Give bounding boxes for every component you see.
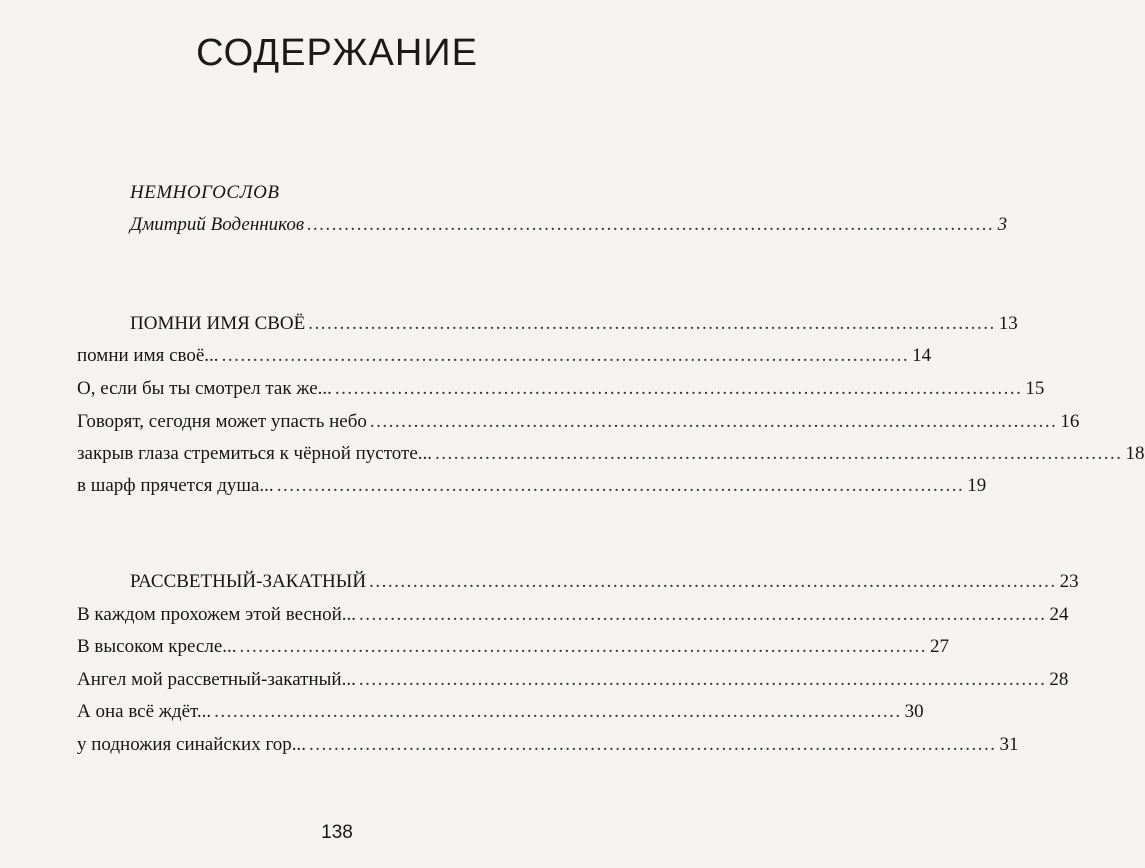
toc-entry-page: 28 xyxy=(1049,669,1069,690)
toc-entry[interactable] xyxy=(77,635,950,659)
toc-entry[interactable] xyxy=(77,700,924,724)
dot-leader: .............................................................................................................. xyxy=(369,411,1058,432)
toc-entry-page: 19 xyxy=(967,475,987,496)
toc-entry-page: 30 xyxy=(904,701,924,722)
toc-entry-page: 16 xyxy=(1060,411,1080,432)
dot-leader: .............................................................................................................. xyxy=(214,701,902,722)
toc-entry-page: 24 xyxy=(1049,604,1069,625)
dot-leader: .............................................................................................................. xyxy=(334,378,1023,399)
page-title: СОДЕРЖАНИЕ xyxy=(196,32,478,74)
preface-section-title: НЕМНОГОСЛОВ xyxy=(130,182,280,203)
toc-entry-page: 15 xyxy=(1025,378,1045,399)
toc-entry-label: В каждом прохожем этой весной... xyxy=(77,604,356,625)
dot-leader: .............................................................................................................. xyxy=(308,313,996,334)
toc-entry-label: у подножия синайских гор... xyxy=(77,734,307,755)
toc-section-label: ПОМНИ ИМЯ СВОЁ xyxy=(130,313,306,334)
page-number: 138 xyxy=(321,822,353,843)
toc-entry-page: 31 xyxy=(999,734,1019,755)
toc-section-page: 23 xyxy=(1059,571,1079,592)
toc-entry-label: закрыв глаза стремиться к чёрной пустоте... xyxy=(77,443,433,464)
dot-leader: .............................................................................................................. xyxy=(369,571,1057,592)
toc-entry[interactable] xyxy=(77,344,932,368)
toc-entry-page: 3 xyxy=(997,214,1008,235)
toc-section-label: РАССВЕТНЫЙ-ЗАКАТНЫЙ xyxy=(130,571,367,592)
toc-entry[interactable] xyxy=(77,442,1145,466)
dot-leader: .............................................................................................................. xyxy=(309,734,997,755)
dot-leader: .............................................................................................................. xyxy=(359,604,1047,625)
toc-entry-label: в шарф прячется душа... xyxy=(77,475,274,496)
toc-entry-label: Дмитрий Воденников xyxy=(130,214,305,235)
toc-section-page: 13 xyxy=(998,313,1018,334)
dot-leader: .............................................................................................................. xyxy=(221,345,910,366)
dot-leader: .............................................................................................................. xyxy=(276,475,965,496)
toc-section-heading[interactable] xyxy=(130,570,1079,594)
toc-entry-label: А она всё ждёт... xyxy=(77,701,212,722)
toc-entry-label: помни имя своё... xyxy=(77,345,219,366)
toc-entry-page: 27 xyxy=(930,636,950,657)
toc-entry-label: В высоком кресле... xyxy=(77,636,237,657)
toc-entry-page: 14 xyxy=(912,345,932,366)
toc-entry[interactable] xyxy=(77,733,1019,757)
toc-entry-page: 18 xyxy=(1125,443,1145,464)
dot-leader: .............................................................................................................. xyxy=(435,443,1123,464)
toc-entry-preface-author[interactable] xyxy=(130,213,1008,237)
toc-entry-label: Ангел мой рассветный-закатный... xyxy=(77,669,356,690)
toc-entry[interactable] xyxy=(77,668,1069,692)
dot-leader: .............................................................................................................. xyxy=(239,636,928,657)
toc-entry[interactable] xyxy=(77,410,1080,434)
toc-entry[interactable] xyxy=(77,603,1069,627)
toc-entry-label: О, если бы ты смотрел так же... xyxy=(77,378,332,399)
toc-section-heading[interactable] xyxy=(130,312,1018,336)
dot-leader: .............................................................................................................. xyxy=(358,669,1047,690)
dot-leader: .............................................................................................................. xyxy=(307,214,995,235)
toc-entry-label: Говорят, сегодня может упасть небо xyxy=(77,411,367,432)
toc-entry[interactable] xyxy=(77,474,987,498)
toc-entry[interactable] xyxy=(77,377,1045,401)
